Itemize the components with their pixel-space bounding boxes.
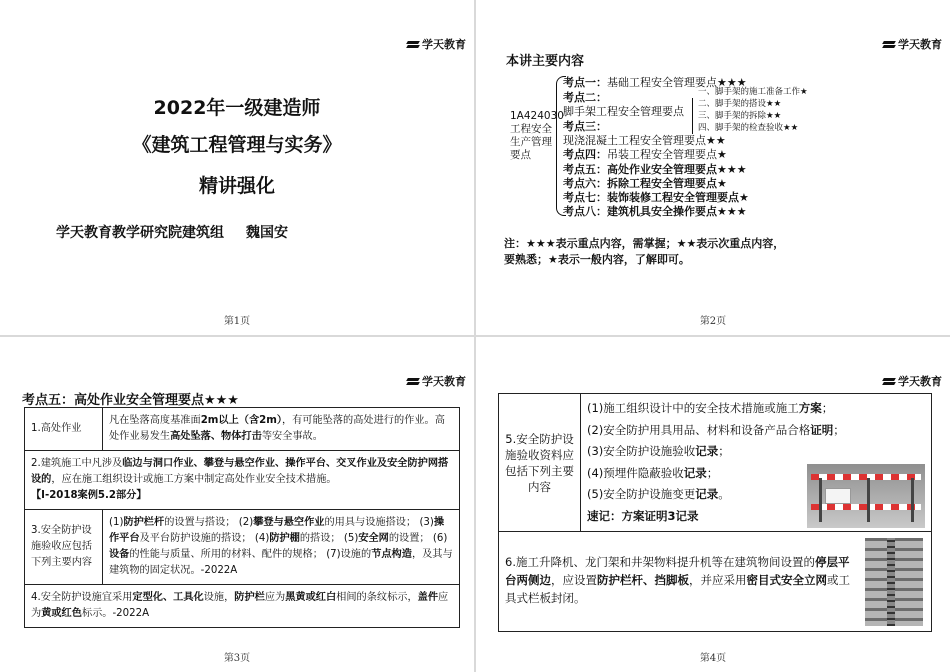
point-7: 考点七：装饰装修工程安全管理要点★ bbox=[563, 191, 749, 204]
author-name: 魏国安 bbox=[246, 225, 288, 241]
course-subtitle: 精讲强化 bbox=[198, 175, 275, 197]
slide-page-3 bbox=[0, 337, 474, 672]
sub-point-1: 一、脚手架的施工准备工作★ bbox=[698, 87, 808, 97]
table-row bbox=[499, 394, 932, 532]
page-number: 第3页 bbox=[223, 653, 251, 664]
brand-logo bbox=[407, 36, 466, 52]
sub-point-4: 四、脚手架的检查验收★★ bbox=[698, 123, 799, 133]
exam-title: 2022年一级建造师 bbox=[153, 97, 321, 119]
page-number: 第2页 bbox=[699, 316, 727, 327]
row5-content bbox=[581, 394, 932, 532]
point-6: 考点六：拆除工程安全管理要点★ bbox=[563, 177, 727, 190]
point-4: 考点四：吊装工程安全管理要点★ bbox=[563, 148, 727, 161]
list-item: (4)预埋件隐蔽验收记录； bbox=[587, 465, 719, 480]
guardrail-post bbox=[819, 478, 822, 522]
row1-label: 1.高处作业 bbox=[25, 408, 103, 451]
brand-name: 学天教育 bbox=[422, 375, 466, 388]
point-2-label: 考点二： bbox=[563, 91, 607, 104]
sub-point-3: 三、脚手架的拆除★★ bbox=[698, 111, 782, 121]
author-org: 学天教育教学研究院建筑组 bbox=[56, 225, 224, 241]
outline-title: 本讲主要内容 bbox=[506, 54, 585, 69]
guardrail-mid-rail bbox=[811, 504, 921, 510]
mnemonic: 速记：方案证明3记录 bbox=[587, 508, 699, 523]
slide-page-2 bbox=[476, 0, 950, 335]
brand-mark-icon bbox=[883, 40, 895, 49]
legend-note: 注：★★★表示重点内容，需掌握；★★表示次重点内容， 要熟悉；★表示一般内容，了解即可。 bbox=[504, 237, 785, 266]
slide-page-4 bbox=[476, 337, 950, 672]
list-item: (1)施工组织设计中的安全技术措施或施工方案； bbox=[587, 401, 834, 415]
page-number: 第4页 bbox=[699, 653, 727, 664]
content-table bbox=[24, 407, 460, 628]
point-3-label: 考点三： bbox=[563, 120, 607, 133]
brand-mark-icon bbox=[883, 377, 895, 386]
point-1: 考点一：基础工程安全管理要点★★★ bbox=[563, 76, 747, 89]
brand-name: 学天教育 bbox=[898, 38, 942, 51]
brand-mark-icon bbox=[407, 40, 419, 49]
brand-mark-icon bbox=[407, 377, 419, 386]
content-table bbox=[498, 393, 932, 632]
point-5: 考点五：高处作业安全管理要点★★★ bbox=[563, 163, 747, 176]
row2-content: 2.建筑施工中凡涉及临边与洞口作业、攀登与悬空作业、操作平台、交叉作业及安全防护网搭设的，应在施工组织设计或施工方案中制定高处作业安全技术措施。 【Ⅰ-2018案例5.2部分】 bbox=[25, 451, 460, 510]
row3-content: (1)防护栏杆的设置与搭设； (2)攀登与悬空作业的用具与设施搭设； (3)操作平台及平台防护设施的搭设； (4)防护棚的搭设； (5)安全网的设置； (6)设备的性能与质量、所用的材料、配件的规格； (7)设施的节点构造，及其与建筑物的固定状况。-2022A bbox=[103, 510, 460, 585]
list-item: (2)安全防护用具用品、材料和设备产品合格证明； bbox=[587, 422, 845, 437]
point-3-text: 现浇混凝土工程安全管理要点★★ bbox=[563, 134, 726, 147]
slide-page-1 bbox=[0, 0, 474, 335]
brand-logo bbox=[407, 373, 466, 389]
table-row bbox=[25, 510, 460, 585]
brand-logo bbox=[883, 373, 942, 389]
guardrail-post bbox=[867, 478, 870, 522]
table-row bbox=[25, 408, 460, 451]
brand-name: 学天教育 bbox=[898, 375, 942, 388]
row4-content: 4.安全防护设施宜采用定型化、工具化设施，防护栏应为黑黄或红白相间的条纹标示，盖件应为黄或红色标示。-2022A bbox=[25, 585, 460, 628]
row1-content: 凡在坠落高度基准面2m以上（含2m），有可能坠落的高处进行的作业。高处作业易发生高处坠落、物体打击等安全事故。 bbox=[103, 408, 460, 451]
table-row bbox=[25, 451, 460, 510]
brand-name: 学天教育 bbox=[422, 38, 466, 51]
guardrail-post bbox=[911, 478, 914, 522]
hoist-platform-photo bbox=[865, 538, 923, 626]
list-item: (5)安全防护设施变更记录。 bbox=[587, 487, 730, 501]
guardrail-top-rail bbox=[811, 474, 921, 480]
point-2-text: 脚手架工程安全管理要点 bbox=[563, 105, 684, 118]
guardrail-photo bbox=[807, 464, 925, 528]
table-row bbox=[499, 532, 932, 632]
sub-point-2: 二、脚手架的搭设★★ bbox=[698, 99, 782, 109]
sub-brace bbox=[692, 98, 693, 134]
row3-label: 3.安全防护设施验收应包括下列主要内容 bbox=[25, 510, 103, 585]
chapter-code: 1A424030 工程安全生产管理要点 bbox=[510, 110, 564, 161]
list-item: (3)安全防护设施验收记录； bbox=[587, 444, 730, 458]
author-line bbox=[56, 222, 288, 242]
row6-content: 6.施工升降机、龙门架和井架物料提升机等在建筑物间设置的停层平台两侧边，应设置防护栏杆、挡脚板，并应采用密目式安全立网或工具式栏板封闭。 bbox=[499, 532, 932, 632]
table-row bbox=[25, 585, 460, 628]
row5-label: 5.安全防护设施验收资料应包括下列主要内容 bbox=[499, 394, 581, 532]
section-title: 考点五：高处作业安全管理要点★★★ bbox=[22, 393, 239, 408]
brand-logo bbox=[883, 36, 942, 52]
page-number: 第1页 bbox=[223, 316, 251, 327]
warning-sign bbox=[825, 488, 851, 504]
course-title: 《建筑工程管理与实务》 bbox=[132, 134, 342, 156]
point-8: 考点八：建筑机具安全操作要点★★★ bbox=[563, 205, 747, 218]
